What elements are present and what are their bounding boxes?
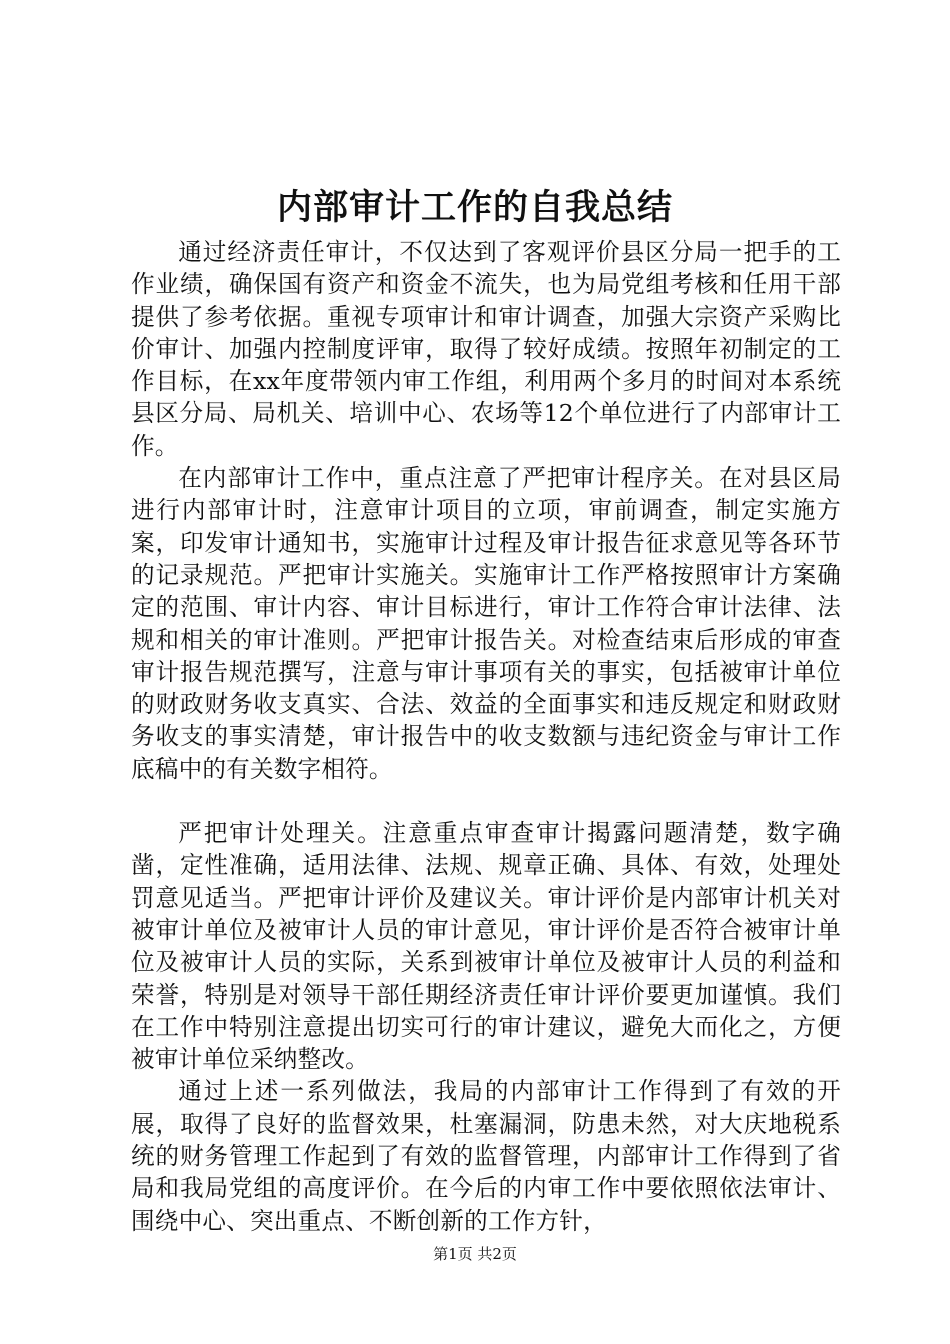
paragraph-3: 严把审计处理关。注意重点审查审计揭露问题清楚，数字确凿，定性准确，适用法律、法规、规章正确、具体、有效，处理处罚意见适当。严把审计评价及建议关。审计评价是内部审计机关对被审计单位及被审计人员的审计意见，审计评价是否符合被审计单位及被审计人员的实际，关系到被审计单位及被审计人员的利益和荣誉，特别是对领导干部任期经济责任审计评价要更加谨慎。我们在工作中特别注意提出切实可行的审计建议，避免大而化之，方便被审计单位采纳整改。 <box>131 819 841 1074</box>
document-title: 内部审计工作的自我总结 <box>276 187 673 228</box>
paragraph-4: 通过上述一系列做法，我局的内部审计工作得到了有效的开展，取得了良好的监督效果，杜塞漏洞，防患未然，对大庆地税系统的财务管理工作起到了有效的监督管理，内部审计工作得到了省局和我局党组的高度评价。在今后的内审工作中要依照依法审计、围绕中心、突出重点、不断创新的工作方针， <box>131 1077 841 1235</box>
paragraph-2: 在内部审计工作中，重点注意了严把审计程序关。在对县区局进行内部审计时，注意审计项目的立项，审前调查，制定实施方案，印发审计通知书，实施审计过程及审计报告征求意见等各环节的记录规范。严把审计实施关。实施审计工作严格按照审计方案确定的范围、审计内容、审计目标进行，审计工作符合审计法律、法规和相关的审计准则。严把审计报告关。对检查结束后形成的审查审计报告规范撰写，注意与审计事项有关的事实，包括被审计单位的财政财务收支真实、合法、效益的全面事实和违反规定和财政财务收支的事实清楚，审计报告中的收支数额与违纪资金与审计工作底稿中的有关数字相符。 <box>131 464 841 783</box>
paragraph-1: 通过经济责任审计，不仅达到了客观评价县区分局一把手的工作业绩，确保国有资产和资金不流失，也为局党组考核和任用干部提供了参考依据。重视专项审计和审计调查，加强大宗资产采购比价审计、加强内控制度评审，取得了较好成绩。按照年初制定的工作目标，在xx年度带领内审工作组，利用两个多月的时间对本系统县区分局、局机关、培训中心、农场等12个单位进行了内部审计工作。 <box>131 238 841 460</box>
page-footer: 第1页 共2页 <box>433 1245 517 1263</box>
document-body <box>131 236 841 1237</box>
